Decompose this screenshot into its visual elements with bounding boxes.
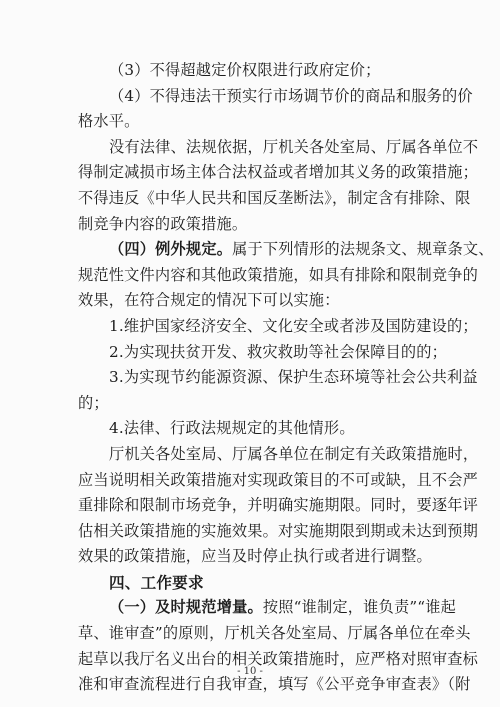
text-line: 效果的政策措施，应当及时停止执行或者进行调整。 [78,547,432,566]
list-item: 2.为实现扶贫开发、救灾救助等社会保障目的的； [109,342,448,361]
text-line: （一）及时规范增量。按照“谁制定，谁负责”“谁起 [109,598,457,617]
text-line: 重排除和限制市场竞争，并明确实施期限。同时，要逐年评 [78,496,479,515]
section-subheading: （一）及时规范增量。 [109,598,263,617]
list-item: 3.为实现节约能源资源、保护生态环境等社会公共利益 [109,368,478,387]
text-line: 应当说明相关政策措施对实现政策目的不可或缺，且不会严 [78,470,479,489]
text-line: （4）不得违法干预实行市场调节价的商品和服务的价 [109,86,473,105]
text-line: 草、谁审查”的原则，厅机关各处室局、厅属各单位在牵头 [78,624,471,643]
text-line: 准和审查流程进行自我审查，填写《公平竞争审查表》（附 [78,675,471,694]
text-line: 制竞争内容的政策措施。 [78,214,248,233]
text-line: 得制定减损市场主体合法权益或者增加其义务的政策措施； [78,163,479,182]
text-line: 不得违反《中华人民共和国反垄断法》，制定含有排除、限 [78,188,471,207]
list-item: 1.维护国家经济安全、文化安全或者涉及国防建设的； [109,316,478,335]
text-line: 没有法律、法规依据，厅机关各处室局、厅属各单位不 [109,137,479,156]
section-subheading: （四）例外规定。 [109,240,233,259]
document-body [78,58,494,698]
text-line: 格水平。 [78,112,140,131]
text-line: （四）例外规定。属于下列情形的法规条文、规章条文、 [109,240,494,259]
section-heading: 四、工作要求 [109,572,204,592]
text-line: 估相关政策措施的实施效果。对实施期限到期或未达到预期 [78,521,479,540]
text-line: 起草以我厅名义出台的相关政策措施时，应严格对照审查标 [78,649,479,668]
text-line: 厅机关各处室局、厅属各单位在制定有关政策措施时， [109,444,479,463]
text-line: （3）不得超越定价权限进行政府定价； [109,61,381,79]
text-line: 规范性文件内容和其他政策措施，如具有排除和限制竞争的 [78,265,479,284]
page-number: - 10 - [237,666,263,677]
text-line: 效果，在符合规定的情况下可以实施： [78,291,340,310]
text-line: 的； [78,393,109,412]
list-item: 4.法律、行政法规规定的其他情形。 [109,419,355,438]
